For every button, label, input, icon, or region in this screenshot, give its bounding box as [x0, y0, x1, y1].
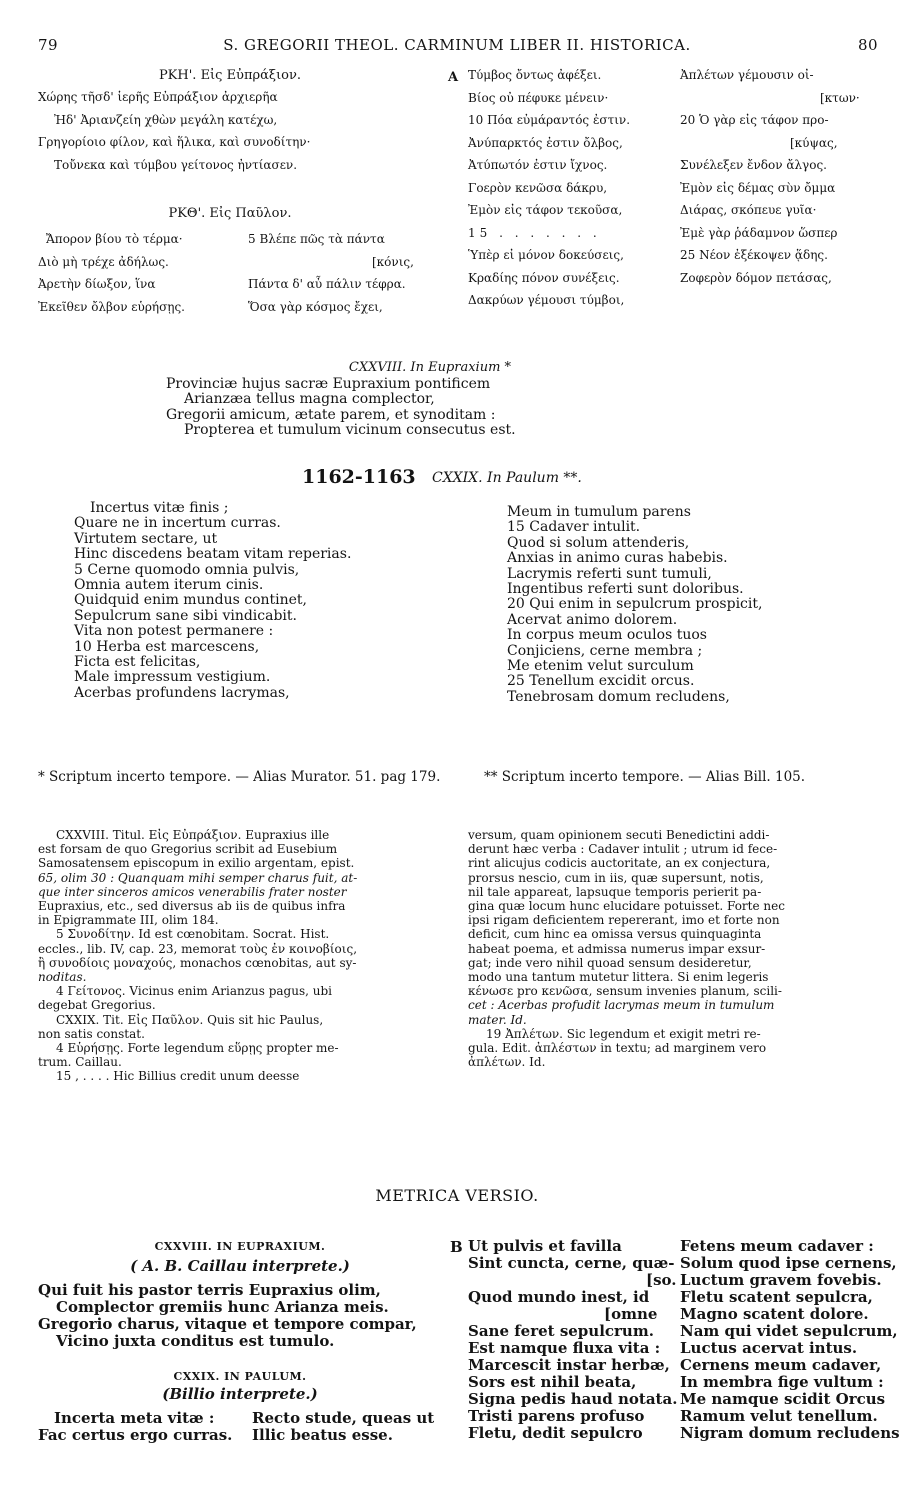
note-line: modo una tantum mutetur littera. Si enim legeris: [468, 970, 769, 985]
note-line: 4 Γείτονος. Vicinus enim Arianzus pagus, ubi: [56, 984, 332, 999]
verse-line: Luctus acervat intus.: [680, 1339, 858, 1357]
latin-poem-128: [166, 377, 516, 439]
latin-line: Quod si solum attenderis,: [507, 534, 690, 551]
greek-line: Χώρης τῆσδ' ἱερῆς Εὐπράξιον ἀρχιερῆα: [38, 90, 278, 104]
note-line: est forsam de quo Gregorius scribit ad Eusebium: [38, 842, 338, 857]
verse-line: Sint cuncta, cerne, quæ-: [468, 1254, 675, 1272]
greek-line: Ὅσα γὰρ κόσμος ἔχει,: [248, 299, 383, 314]
verse-line: Qui fuit his pastor terris Eupraxius olim,: [38, 1281, 381, 1299]
latin-poem-129-right: [507, 505, 762, 705]
latin-line: 5 Cerne quomodo omnia pulvis,: [74, 561, 300, 578]
greek-line: Ἀτύπωτόν ἐστιν ἴχνος.: [468, 158, 608, 172]
metrica-poem-129-right: [252, 1410, 434, 1444]
verse-line: Marcescit instar herbæ,: [468, 1356, 670, 1374]
greek-line: Διὸ μὴ τρέχε ἀδήλως.: [38, 254, 169, 269]
verse-line: Incerta meta vitæ :: [54, 1409, 215, 1427]
greek-poem-129-left: [38, 228, 185, 318]
greek-line: [κόνις,: [372, 254, 414, 269]
note-line: non satis constat.: [38, 1026, 145, 1041]
greek-column-3: [680, 64, 860, 289]
note-line: trum. Caillau.: [38, 1055, 122, 1070]
greek-line: Ἐμὸν εἰς τάφον τεκοῦσα,: [468, 203, 623, 217]
verse-line: Fletu scatent sepulcra,: [680, 1288, 873, 1306]
greek-line: Ἄπορον βίου τὸ τέρμα·: [46, 232, 183, 246]
latin-line: Vita non potest permanere :: [74, 623, 274, 640]
note-line: CXXIX. Tit. Εἰς Παῦλον. Quis sit hic Paulus,: [56, 1012, 324, 1027]
latin-line: Propterea et tumulum vicinum consecutus est.: [184, 422, 516, 439]
note-line: noditas.: [38, 970, 87, 985]
latin-line: Provinciæ hujus sacræ Eupraxium pontificem: [166, 376, 491, 392]
latin-line: 20 Qui enim in sepulcrum prospicit,: [507, 596, 763, 613]
metrica-interpreter-129: (Billio interprete.): [162, 1385, 318, 1403]
greek-line: Πάντα δ' αὖ πάλιν τέφρα.: [248, 277, 406, 291]
greek-title-129: ΡΚΘ'. Εἰς Παῦλον.: [168, 206, 292, 221]
footnote-right: ** Scriptum incerto tempore. — Alias Bill. 105.: [484, 769, 806, 785]
latin-line: Lacrymis referti sunt tumuli,: [507, 565, 712, 582]
verse-line: Luctum gravem fovebis.: [680, 1271, 882, 1289]
note-line: ἀπλέτων. Id.: [468, 1055, 546, 1070]
metrica-poem-129-left: [38, 1409, 233, 1444]
verse-line: Recto stude, queas ut: [252, 1409, 435, 1427]
greek-line: [κύψας,: [790, 135, 838, 150]
greek-line: Ἀπλέτων γέμουσιν οἰ-: [680, 68, 814, 82]
greek-line: 15 . . . . . . .: [468, 225, 601, 240]
latin-line: Hinc discedens beatam vitam reperias.: [74, 546, 352, 563]
verse-line: Est namque fluxa vita :: [468, 1339, 661, 1357]
verse-line: [omne: [604, 1305, 658, 1323]
greek-line: Δακρύων γέμουσι τύμβοι,: [468, 293, 625, 307]
greek-poem-128: [38, 86, 310, 176]
verse-line: Ut pulvis et favilla: [468, 1237, 622, 1255]
note-line: 65, olim 30 : Quanquam mihi semper charus fuit, at-: [38, 870, 358, 885]
note-line: gula. Edit. ἀπλέστων in textu; ad marginem vero: [468, 1041, 767, 1056]
verse-line: Quod mundo inest, id: [468, 1288, 650, 1306]
note-line: 15 , . . . . Hic Billius credit unum deesse: [56, 1069, 300, 1084]
greek-line: Τύμβος ὄντως ἀφέξει.: [468, 68, 602, 82]
note-line: deficit, cum hinc ea omissa versus quinquaginta: [468, 927, 762, 942]
greek-column-2: [468, 64, 630, 312]
column-marker-b: B: [450, 1238, 463, 1256]
verse-line: Nam qui videt sepulcrum,: [680, 1322, 898, 1340]
note-line: nil tale appareat, lapsuque temporis perierit pa-: [468, 884, 762, 899]
note-line: derunt hæc verba : Cadaver intulit ; utrum id fece-: [468, 842, 778, 857]
verse-line: Fac certus ergo curras.: [38, 1426, 233, 1444]
greek-poem-129-right: [248, 228, 414, 318]
greek-line: Ἀνύπαρκτός ἐστιν ὄλβος,: [468, 135, 623, 150]
verse-line: Me namque scidit Orcus: [680, 1390, 886, 1408]
notes-right: [468, 828, 785, 1069]
verse-line: Sors est nihil beata,: [468, 1373, 637, 1391]
latin-line: Acerbas profundens lacrymas,: [74, 684, 290, 701]
latin-line: Quare ne in incertum curras.: [74, 515, 281, 532]
greek-line: [κτων·: [820, 90, 860, 105]
verse-line: Signa pedis haud notata.: [468, 1390, 678, 1408]
greek-line: Ἐμὲ γὰρ ῥάδαμνον ὥσπερ: [680, 225, 838, 240]
verse-line: [so.: [646, 1271, 677, 1289]
latin-line: 10 Herba est marcescens,: [74, 638, 260, 655]
latin-line: Ficta est felicitas,: [74, 654, 201, 671]
note-line: gat; inde vero nihil quoad sensum desideretur,: [468, 955, 752, 970]
verse-line: Cernens meum cadaver,: [680, 1356, 882, 1374]
verse-line: Tristi parens profuso: [468, 1407, 645, 1425]
metrica-heading: METRICA VERSIO.: [375, 1186, 539, 1205]
latin-line: Male impressum vestigium.: [74, 669, 271, 686]
latin-line: Sepulcrum sane sibi vindicabit.: [74, 607, 297, 624]
greek-line: Κραδίης πόνον συνέξεις.: [468, 270, 620, 285]
latin-line: Ingentibus referti sunt doloribus.: [507, 581, 744, 598]
metrica-poem-128: [38, 1282, 417, 1350]
note-line: Samosatensem episcopum in exilio argentam, epist.: [38, 856, 355, 871]
latin-line: In corpus meum oculos tuos: [507, 627, 707, 644]
note-line: degebat Gregorius.: [38, 998, 156, 1013]
note-line: ἢ συνοδίοις μοναχούς, monachos cœnobitas, aut sy-: [38, 955, 357, 970]
greek-line: Τοὔνεκα καὶ τύμβου γείτονος ἠντίασεν.: [54, 157, 298, 172]
verse-line: Illic beatus esse.: [252, 1426, 393, 1444]
metrica-column-2: [468, 1238, 677, 1442]
greek-line: Ζοφερὸν δόμον πετάσας,: [680, 270, 832, 285]
latin-line: 15 Cadaver intulit.: [507, 519, 641, 536]
greek-line: 20 Ὁ γὰρ εἰς τάφον προ-: [680, 113, 829, 127]
latin-line: Incertus vitæ finis ;: [90, 500, 229, 516]
greek-line: Γοερὸν κενῶσα δάκρυ,: [468, 180, 608, 195]
note-line: mater. Id.: [468, 1012, 527, 1027]
latin-poem-129-left: [74, 500, 352, 701]
greek-line: Διάρας, σκόπευε γυῖα·: [680, 203, 817, 217]
latin-line: Virtutem sectare, ut: [74, 530, 218, 547]
verse-line: Magno scatent dolore.: [680, 1305, 869, 1323]
latin-line: Conjiciens, cerne membra ;: [507, 642, 703, 659]
metrica-title-129: CXXIX. IN PAULUM.: [173, 1370, 307, 1383]
greek-line: Ἐκεῖθεν ὄλβον εὑρήσῃς.: [38, 299, 185, 314]
note-line: 5 Συνοδίτην. Id est cœnobitam. Socrat. Hist.: [56, 927, 330, 942]
note-line: in Epigrammate III, olim 184.: [38, 913, 219, 928]
note-line: rint alicujus codicis auctoritate, an ex conjectura,: [468, 856, 771, 871]
greek-line: Βίος οὐ πέφυκε μένειν·: [468, 90, 609, 105]
note-line: CXXVIII. Titul. Εἰς Εὐπράξιον. Eupraxius ille: [56, 828, 330, 842]
note-line: 4 Εὑρήσῃς. Forte legendum εὕρῃς propter me-: [56, 1041, 339, 1056]
latin-line: Acervat animo dolorem.: [507, 611, 678, 628]
greek-line: Ὑπὲρ εἰ μόνον δοκεύσεις,: [468, 248, 624, 262]
greek-line: Ἠδ' Ἀριανζείη χθὼν μεγάλη κατέχω,: [54, 112, 278, 127]
latin-line: Me etenim velut surculum: [507, 658, 694, 675]
verse-line: Sane feret sepulcrum.: [468, 1322, 654, 1340]
verse-line: In membra fige vultum :: [680, 1373, 884, 1391]
latin-line: Meum in tumulum parens: [507, 504, 691, 520]
latin-line: Anxias in animo curas habebis.: [507, 550, 728, 567]
verse-line: Gregorio charus, vitaque et tempore compar,: [38, 1315, 417, 1333]
latin-line: 25 Tenellum excidit orcus.: [507, 673, 695, 690]
note-line: ipsi rigam deficientem repererant, imo et forte non: [468, 913, 780, 928]
latin-title-128: CXXVIII. In Eupraxium *: [348, 360, 512, 375]
column-number: 1162-1163: [302, 466, 416, 488]
greek-title-128: ΡΚΗ'. Εἰς Εὐπράξιον.: [158, 68, 302, 83]
note-line: que inter sinceros amicos venerabilis frater noster: [38, 884, 347, 899]
note-line: habeat poema, et admissa numerus impar exsur-: [468, 941, 766, 956]
latin-line: Arianzæa tellus magna complector,: [184, 391, 435, 408]
greek-line: 25 Νέον ἐξέκοψεν ᾅδης.: [680, 248, 828, 262]
greek-line: Γρηγορίοιο φίλον, καὶ ἥλικα, καὶ συνοδίτην·: [38, 135, 311, 149]
latin-line: Quidquid enim mundus continet,: [74, 592, 307, 609]
greek-line: 5 Βλέπε πῶς τὰ πάντα: [248, 232, 385, 246]
latin-line: Tenebrosam domum recludens,: [507, 688, 730, 705]
metrica-column-3: [680, 1238, 900, 1442]
verse-line: Fletu, dedit sepulcro: [468, 1424, 643, 1442]
note-line: κένωσε pro κενῶσα, sensum invenies planum, scili-: [468, 984, 782, 999]
greek-line: Ἀρετὴν δίωξον, ἵνα: [38, 277, 156, 291]
note-line: Eupraxius, etc., sed diversus ab iis de quibus infra: [38, 899, 346, 914]
latin-line: Gregorii amicum, ætate parem, et synoditam :: [166, 406, 496, 423]
note-line: prorsus nescio, cum in iis, quæ supersunt, notis,: [468, 870, 764, 885]
verse-line: Vicino juxta conditus est tumulo.: [56, 1332, 335, 1350]
note-line: 19 Ἀπλέτων. Sic legendum et exigit metri re-: [486, 1026, 761, 1041]
note-line: gina quæ locum hunc elucidare potuisset. Forte nec: [468, 899, 785, 914]
metrica-interpreter-128: ( A. B. Caillau interprete.): [130, 1257, 350, 1275]
verse-line: Ramum velut tenellum.: [680, 1407, 878, 1425]
verse-line: Complector gremiis hunc Arianza meis.: [56, 1298, 389, 1316]
verse-line: Fetens meum cadaver :: [680, 1237, 874, 1255]
verse-line: Nigram domum recludens: [680, 1424, 900, 1442]
metrica-title-128: CXXVIII. IN EUPRAXIUM.: [154, 1240, 326, 1253]
latin-title-129: CXXIX. In Paulum **.: [432, 470, 582, 486]
left-page-number: 79: [38, 36, 59, 54]
latin-line: Omnia autem iterum cinis.: [74, 577, 264, 594]
running-title: S. GREGORII THEOL. CARMINUM LIBER II. HISTORICA.: [223, 36, 691, 54]
footnote-left: * Scriptum incerto tempore. — Alias Murator. 51. pag 179.: [38, 769, 441, 785]
note-line: eccles., lib. IV, cap. 23, memorat τοὺς ἐν κοινοβίοις,: [38, 941, 358, 956]
greek-line: Συνέλεξεν ἔνδον ἄλγος.: [680, 158, 827, 172]
note-line: cet : Acerbas profudit lacrymas meum in tumulum: [468, 998, 775, 1013]
right-page-number: 80: [858, 36, 879, 54]
greek-line: Ἐμὸν εἰς δέμας σὺν ὄμμα: [680, 180, 836, 195]
greek-line: 10 Πόα εὐμάραντός ἐστιν.: [468, 113, 631, 127]
notes-left: [38, 828, 357, 1084]
column-marker-a: A: [448, 70, 459, 85]
verse-line: Solum quod ipse cernens,: [680, 1254, 897, 1272]
note-line: versum, quam opinionem secuti Benedictini addi-: [468, 828, 770, 842]
